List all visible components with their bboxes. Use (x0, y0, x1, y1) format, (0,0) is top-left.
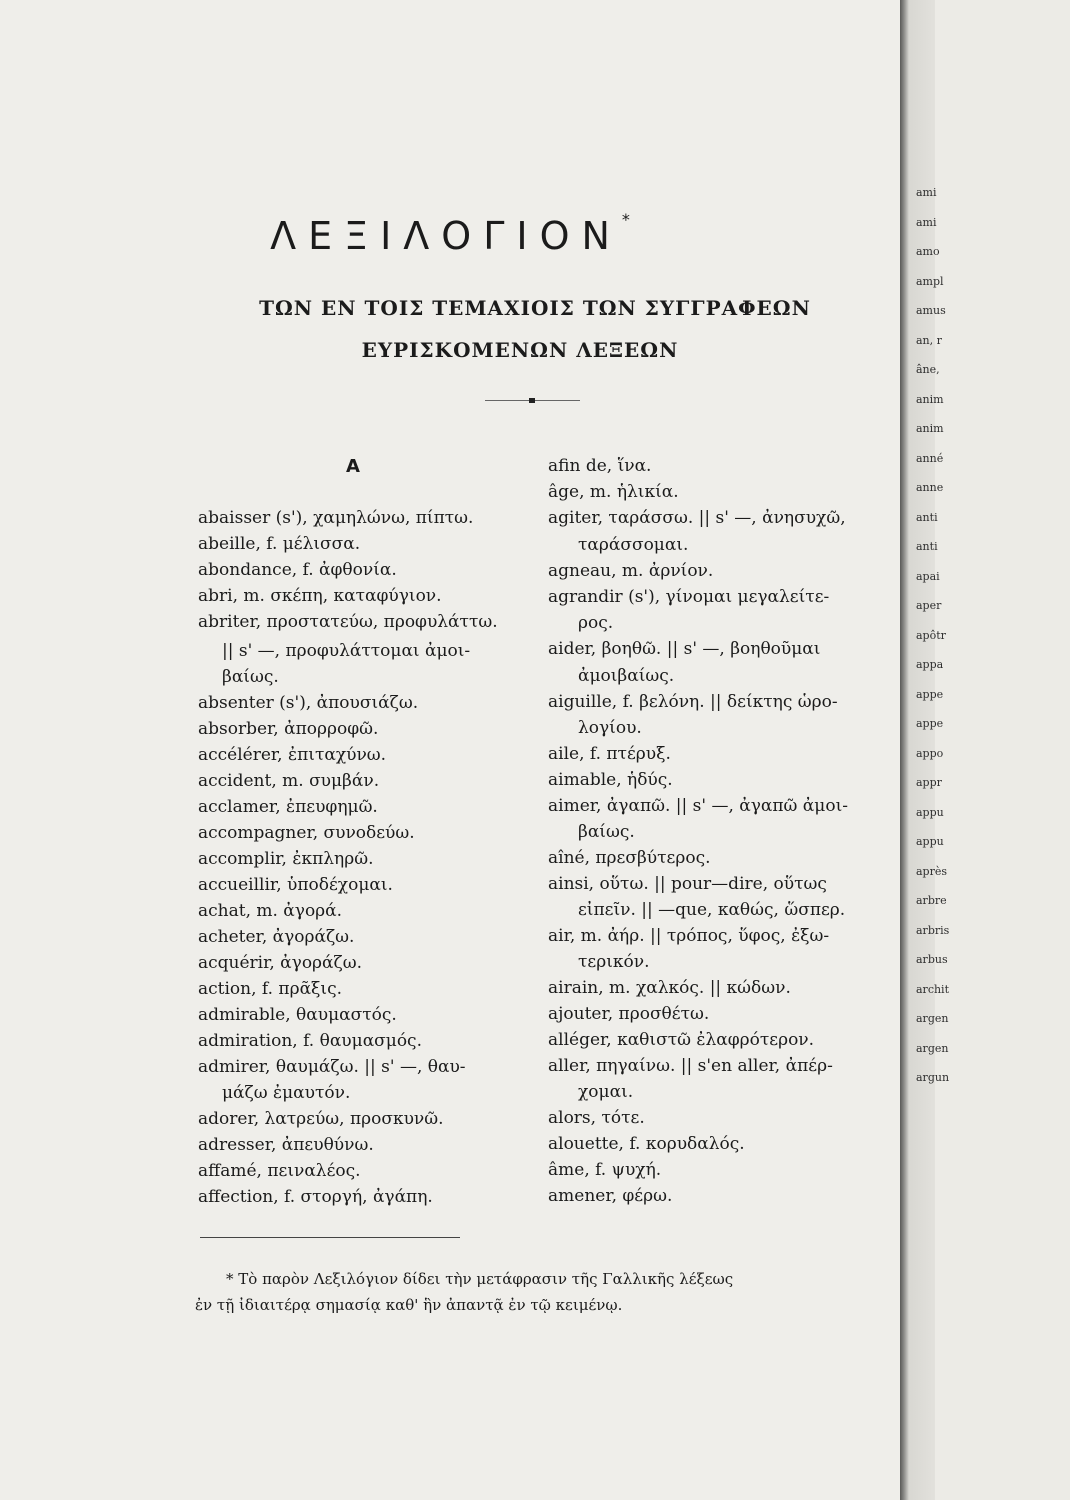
dictionary-entry-line: airain, m. χαλκός. || κώδων. (548, 978, 791, 998)
dictionary-entry-line: ταράσσομαι. (578, 535, 689, 555)
edge-fragment: appo (916, 746, 944, 760)
edge-fragment: amus (916, 304, 946, 317)
dictionary-entry-line: λογίου. (578, 718, 642, 738)
dictionary-entry-line: absorber, ἀπορροφῶ. (198, 719, 379, 739)
dictionary-entry-line: âme, f. ψυχή. (548, 1160, 662, 1180)
edge-fragment: an, r (916, 333, 942, 347)
dictionary-entry-line: accompagner, συνοδεύω. (198, 823, 415, 843)
dictionary-entry-line: agiter, ταράσσω. || s' —, ἀνησυχῶ, (548, 508, 846, 528)
edge-fragment: appe (916, 717, 944, 730)
edge-fragment: appu (916, 835, 944, 848)
edge-fragment: appu (916, 805, 944, 819)
edge-fragment: argun (916, 1071, 950, 1084)
edge-fragment: appr (916, 776, 942, 789)
dictionary-entry-line: alors, τότε. (548, 1108, 645, 1128)
dictionary-entry-line: μάζω ἐμαυτόν. (222, 1083, 351, 1103)
edge-fragment: âne, (916, 363, 940, 376)
edge-fragment: arbus (916, 953, 948, 966)
dictionary-entry-line: abriter, προστατεύω, προφυλάττω. (198, 612, 498, 632)
dictionary-entry-line: τερικόν. (578, 952, 650, 972)
dictionary-entry-line: action, f. πρᾶξις. (198, 979, 343, 999)
dictionary-entry-line: alléger, καθιστῶ ἐλαφρότερον. (548, 1030, 815, 1050)
dictionary-entry-line: aîné, πρεσβύτερος. (548, 848, 711, 868)
edge-fragment: appa (916, 658, 944, 671)
dictionary-entry-line: χομαι. (578, 1082, 634, 1102)
dictionary-entry-line: acclamer, ἐπευφημῶ. (198, 797, 378, 817)
dictionary-entry-line: εἰπεῖν. || —que, καθώς, ὥσπερ. (578, 900, 846, 920)
dictionary-entry-line: admirable, θαυμαστός. (198, 1005, 397, 1025)
dictionary-entry-line: abaisser (s'), χαμηλώνω, πίπτω. (198, 508, 474, 528)
ornamental-rule (485, 400, 580, 401)
dictionary-entry-line: acquérir, ἀγοράζω. (198, 953, 363, 973)
dictionary-entry-line: alouette, f. κορυδαλός. (548, 1134, 745, 1154)
edge-fragment: arbre (916, 894, 947, 907)
dictionary-entry-line: aider, βοηθῶ. || s' —, βοηθοῦμαι (548, 639, 821, 659)
edge-fragment: apôtr (916, 628, 946, 642)
dictionary-entry-line: aimer, ἀγαπῶ. || s' —, ἀγαπῶ ἀμοι- (548, 796, 848, 816)
dictionary-entry-line: agneau, m. ἀρνίον. (548, 561, 714, 581)
dictionary-entry-line: affamé, πειναλέος. (198, 1161, 361, 1181)
dictionary-entry-line: accélérer, ἐπιταχύνω. (198, 745, 387, 765)
edge-fragment: appe (916, 687, 944, 701)
dictionary-entry-line: ρος. (578, 613, 614, 633)
dictionary-entry-line: achat, m. ἀγορά. (198, 901, 343, 921)
dictionary-entry-line: agrandir (s'), γίνομαι μεγαλείτε- (548, 587, 830, 607)
edge-fragment: arbris (916, 923, 950, 937)
edge-fragment: ampl (916, 274, 944, 288)
dictionary-entry-line: βαίως. (222, 667, 279, 687)
edge-fragment: après (916, 864, 948, 878)
edge-fragment: anti (916, 540, 938, 553)
next-page-edge (900, 0, 950, 1500)
dictionary-entry-line: adresser, ἀπευθύνω. (198, 1135, 374, 1155)
dictionary-entry-line: aiguille, f. βελόνη. || δείκτης ὡρο- (548, 692, 838, 712)
edge-fragment: anim (916, 422, 944, 435)
dictionary-entry-line: âge, m. ἡλικία. (548, 482, 679, 502)
edge-fragment: archit (916, 982, 949, 996)
dictionary-entry-line: acheter, ἀγοράζω. (198, 927, 355, 947)
dictionary-entry-line: ἀμοιβαίως. (578, 666, 675, 686)
dictionary-entry-line: afin de, ἵνα. (548, 456, 652, 476)
dictionary-entry-line: accomplir, ἐκπληρῶ. (198, 849, 374, 869)
footnote-line-1: * Τὸ παρὸν Λεξιλόγιον δίδει τὴν μετάφρασιν τῆς Γαλλικῆς λέξεως (226, 1270, 734, 1288)
dictionary-entry-line: aimable, ἡδύς. (548, 770, 673, 790)
dictionary-entry-line: accident, m. συμβάν. (198, 771, 380, 791)
dictionary-entry-line: || s' —, προφυλάττομαι ἀμοι- (222, 641, 471, 661)
dictionary-entry-line: adorer, λατρεύω, προσκυνῶ. (198, 1109, 444, 1129)
edge-fragment: anti (916, 510, 938, 524)
edge-fragment: ami (916, 215, 937, 229)
dictionary-entry-line: affection, f. στοργή, ἀγάπη. (198, 1187, 433, 1207)
dictionary-entry-line: accueillir, ὑποδέχομαι. (198, 875, 393, 895)
dictionary-entry-line: ajouter, προσθέτω. (548, 1004, 710, 1024)
dictionary-entry-line: abeille, f. μέλισσα. (198, 534, 361, 554)
edge-fragment: argen (916, 1012, 949, 1025)
subtitle-line-1: ΤΩΝ ΕΝ ΤΟΙΣ ΤΕΜΑΧΙΟΙΣ ΤΩΝ ΣΥΓΓΡΑΦΕΩΝ (259, 296, 811, 320)
edge-fragment: amo (916, 245, 940, 258)
dictionary-entry-line: absenter (s'), ἀπουσιάζω. (198, 693, 419, 713)
dictionary-entry-line: abri, m. σκέπη, καταφύγιον. (198, 586, 442, 606)
edge-fragment: ami (916, 186, 937, 199)
dictionary-entry-line: air, m. ἀήρ. || τρόπος, ὕφος, ἐξω- (548, 926, 830, 946)
dictionary-entry-line: admirer, θαυμάζω. || s' —, θαυ- (198, 1057, 466, 1077)
subtitle-line-2: ΕΥΡΙΣΚΟΜΕΝΩΝ ΛΕΞΕΩΝ (361, 338, 679, 362)
edge-fragment: anne (916, 481, 944, 494)
edge-fragment: apai (916, 569, 940, 583)
edge-fragment: argen (916, 1041, 949, 1055)
edge-fragment: aper (916, 599, 942, 612)
footnote-line-2: ἐν τῇ ἰδιαιτέρᾳ σημασίᾳ καθ' ἣν ἀπαντᾷ ἐν τῷ κειμένῳ. (195, 1296, 623, 1314)
dictionary-entry-line: βαίως. (578, 822, 635, 842)
edge-fragment: anné (916, 451, 944, 465)
section-letter: A (346, 456, 360, 477)
dictionary-entry-line: ainsi, οὕτω. || pour—dire, οὕτως (548, 874, 827, 894)
page-title: ΛΕΞΙΛΟΓΙΟΝ* (270, 210, 630, 258)
dictionary-entry-line: aller, πηγαίνω. || s'en aller, ἀπέρ- (548, 1056, 833, 1076)
footnote-rule (200, 1237, 460, 1238)
dictionary-entry-line: aile, f. πτέρυξ. (548, 744, 671, 764)
footnote-marker: * (621, 210, 630, 229)
dictionary-entry-line: amener, φέρω. (548, 1186, 673, 1206)
dictionary-entry-line: admiration, f. θαυμασμός. (198, 1031, 422, 1051)
dictionary-entry-line: abondance, f. ἀφθονία. (198, 560, 397, 580)
edge-fragment: anim (916, 392, 944, 406)
